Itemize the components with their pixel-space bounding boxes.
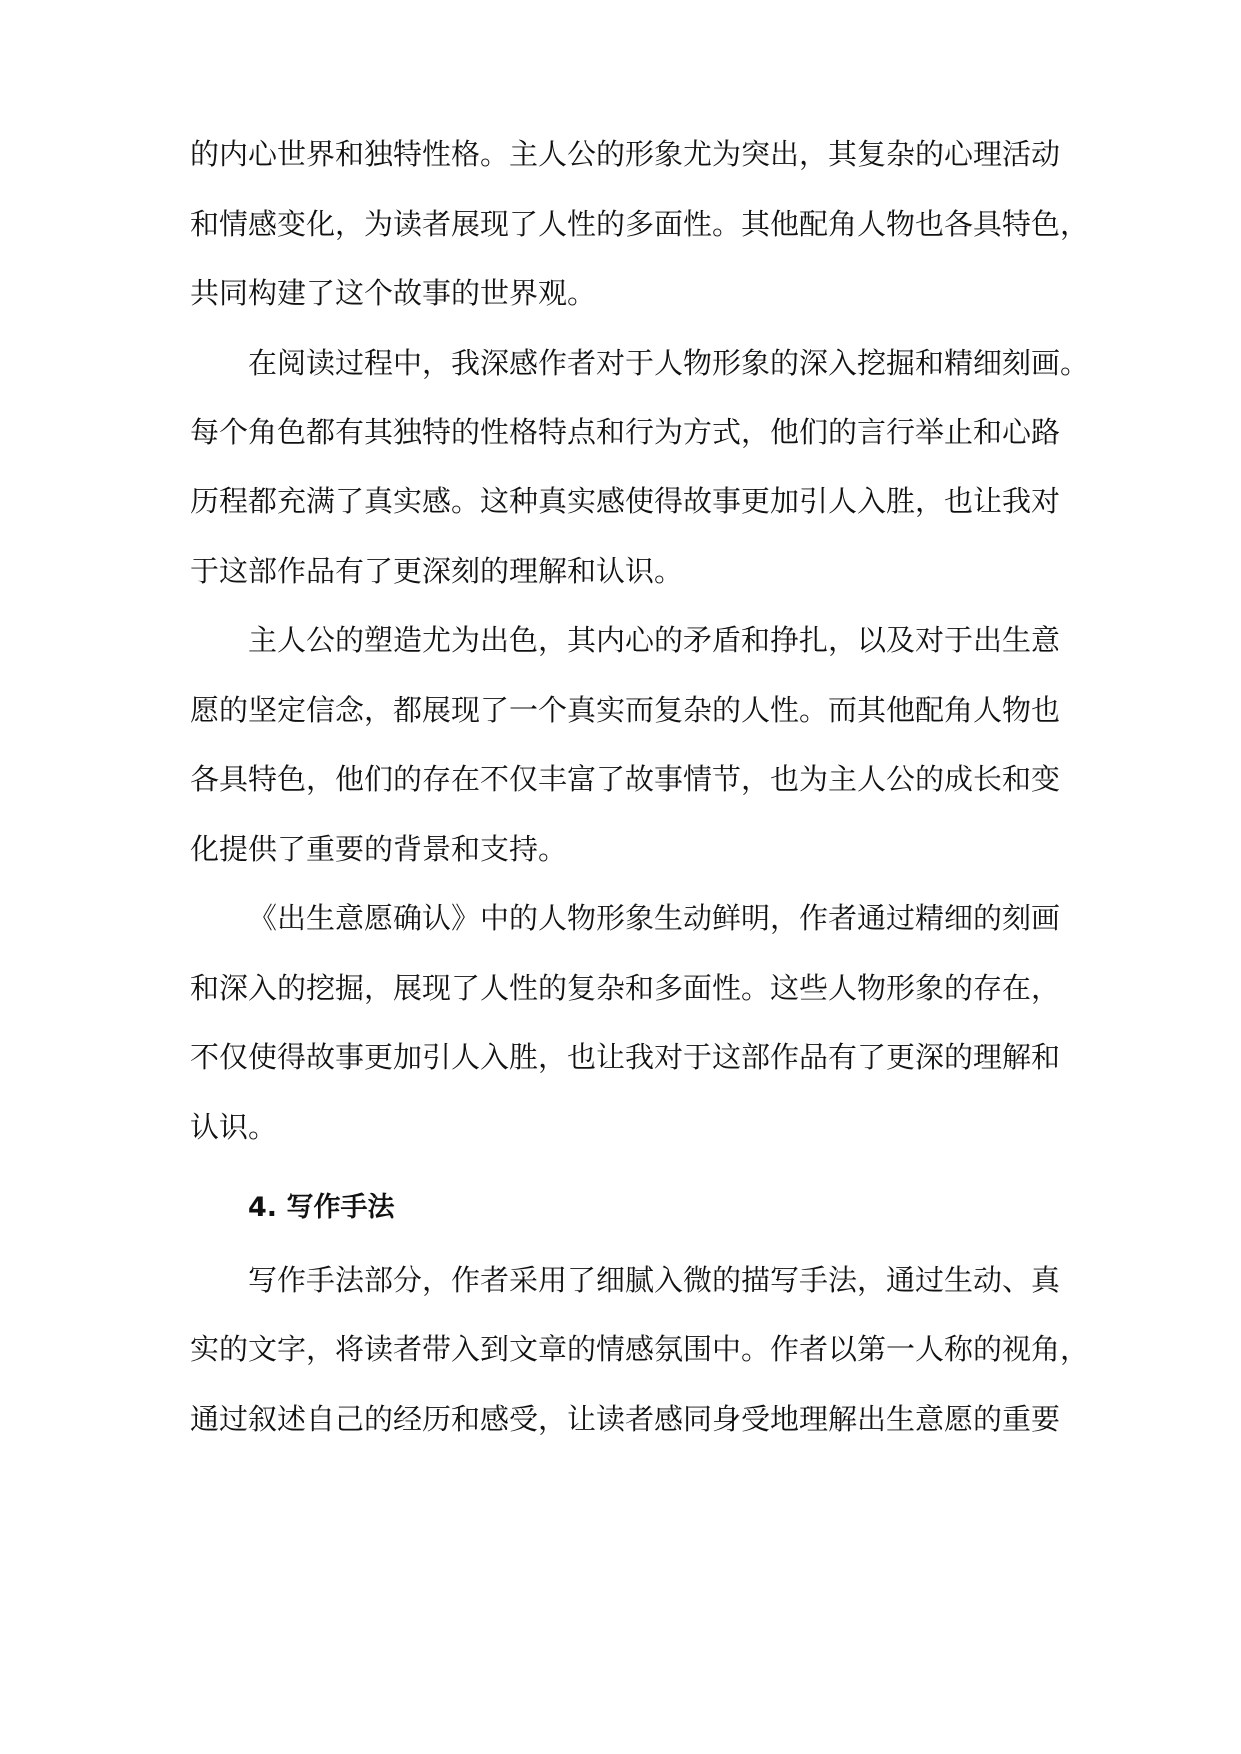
section-paragraph-line-2: 实的文字，将读者带入到文章的情感氛围中。作者以第一人称的视角， (190, 1332, 1090, 1366)
section-paragraph-line-3: 通过叙述自己的经历和感受，让读者感同身受地理解出生意愿的重要 (190, 1402, 1061, 1436)
paragraph-2-line-3: 历程都充满了真实感。这种真实感使得故事更加引人入胜，也让我对 (190, 484, 1061, 518)
paragraph-4-line-3: 不仅使得故事更加引人入胜，也让我对于这部作品有了更深的理解和 (190, 1040, 1061, 1074)
paragraph-4-line-4: 认识。 (190, 1110, 278, 1144)
paragraph-1-line-1: 的内心世界和独特性格。主人公的形象尤为突出，其复杂的心理活动 (190, 137, 1061, 171)
paragraph-3-line-2: 愿的坚定信念，都展现了一个真实而复杂的人性。而其他配角人物也 (190, 693, 1061, 727)
paragraph-3-line-3: 各具特色，他们的存在不仅丰富了故事情节，也为主人公的成长和变 (190, 762, 1061, 796)
paragraph-3-line-4: 化提供了重要的背景和支持。 (190, 832, 568, 866)
paragraph-2-line-1: 在阅读过程中，我深感作者对于人物形象的深入挖掘和精细刻画。 (248, 346, 1090, 380)
paragraph-2-line-4: 于这部作品有了更深刻的理解和认识。 (190, 554, 684, 588)
paragraph-1-line-2: 和情感变化，为读者展现了人性的多面性。其他配角人物也各具特色， (190, 207, 1090, 241)
section-heading: 4. 写作手法 (248, 1192, 395, 1223)
paragraph-1-line-3: 共同构建了这个故事的世界观。 (190, 276, 597, 310)
paragraph-2-line-2: 每个角色都有其独特的性格特点和行为方式，他们的言行举止和心路 (190, 415, 1061, 449)
paragraph-3-line-1: 主人公的塑造尤为出色，其内心的矛盾和挣扎，以及对于出生意 (248, 623, 1061, 657)
section-paragraph-line-1: 写作手法部分，作者采用了细腻入微的描写手法，通过生动、真 (248, 1263, 1061, 1297)
paragraph-4-line-1: 《出生意愿确认》中的人物形象生动鲜明，作者通过精细的刻画 (248, 901, 1061, 935)
paragraph-4-line-2: 和深入的挖掘，展现了人性的复杂和多面性。这些人物形象的存在， (190, 971, 1061, 1005)
